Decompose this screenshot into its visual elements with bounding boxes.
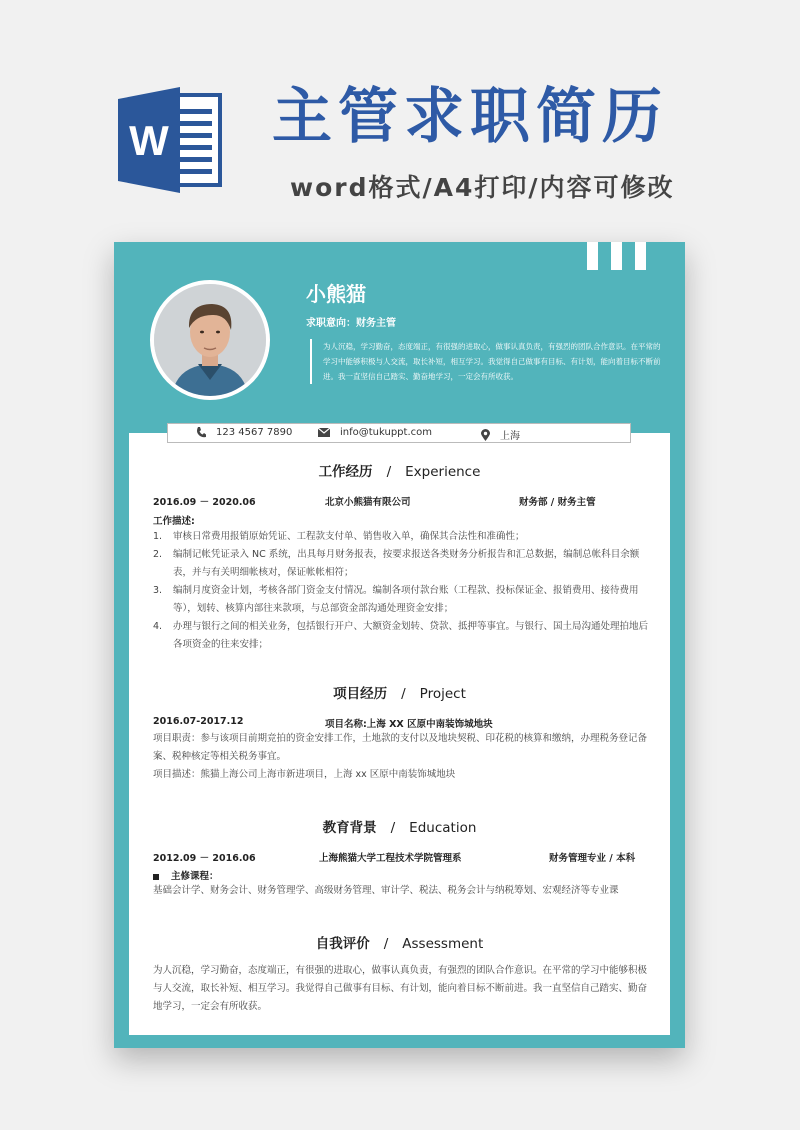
section-title-assessment: 自我评价 / Assessment <box>315 936 484 952</box>
work-desc-label: 工作描述: <box>153 516 195 527</box>
education-period: 2012.09 － 2016.06 <box>153 853 256 864</box>
contact-location <box>481 427 520 442</box>
contact-email <box>318 427 432 438</box>
envelope-icon <box>318 428 330 437</box>
resume-sheet <box>114 242 685 1048</box>
work-period: 2016.09 － 2020.06 <box>153 497 256 508</box>
section-title-experience: 工作经历 / Experience <box>318 464 481 480</box>
square-bullet-icon <box>153 874 159 880</box>
location-pin-icon <box>481 429 490 441</box>
education-major: 财务管理专业 / 本科 <box>549 853 636 864</box>
project-details <box>153 730 653 784</box>
resume-content <box>129 433 670 1035</box>
section-title-project: 项目经历 / Project <box>333 686 466 702</box>
project-period: 2016.07-2017.12 <box>153 716 244 727</box>
work-position: 财务部 / 财务主管 <box>519 497 596 508</box>
work-list <box>153 528 653 654</box>
banner-title: 主管求职简历 <box>272 82 668 152</box>
word-icon-letter: W <box>129 117 169 164</box>
education-school: 上海熊猫大学工程技术学院管理系 <box>319 853 462 864</box>
job-intent: 求职意向：财务主管 <box>306 318 396 329</box>
decor-bar <box>635 242 646 270</box>
project-duty: 项目职责：参与该项目前期竞拍的资金安排工作，土地款的支付以及地块契税、印花税的核算和缴纳，办理税务登记备案、税种核定等相关税务事宜。 <box>153 733 648 762</box>
email-text: info@tukuppt.com <box>340 427 432 438</box>
banner-subtitle: word格式/A4打印/内容可修改 <box>290 173 675 202</box>
candidate-name: 小熊猫 <box>306 282 366 306</box>
contact-phone <box>196 427 292 438</box>
courses-label-row: 主修课程： <box>153 868 219 882</box>
project-desc: 项目描述：熊猫上海公司上海市新进项目，上海 xx 区原中南装饰城地块 <box>153 769 456 780</box>
list-item: 3. 编制月度资金计划，考核各部门资金支付情况。编制各项付款台账（工程款、投标保证金、报销费用、接待费用等），划转、核算内部往来款项，与总部资金部沟通处理资金安排； <box>153 585 639 614</box>
education-courses: 基础会计学、财务会计、财务管理学、高级财务管理、审计学、税法、税务会计与纳税筹划、宏观经济等专业课 <box>153 885 619 896</box>
list-item: 1. 审核日常费用报销原始凭证、工程款支付单、销售收入单，确保其合法性和准确性； <box>153 531 525 542</box>
person-photo-icon <box>154 284 266 396</box>
word-document-icon <box>118 85 228 195</box>
phone-icon <box>196 427 206 438</box>
work-company: 北京小熊猫有限公司 <box>325 497 411 508</box>
decor-bar <box>611 242 622 270</box>
avatar <box>150 280 270 400</box>
location-text: 上海 <box>500 431 520 442</box>
phone-text: 123 4567 7890 <box>216 427 293 438</box>
section-title-education: 教育背景 / Education <box>322 820 477 836</box>
list-item: 4. 办理与银行之间的相关业务，包括银行开户、大额资金划转、贷款、抵押等事宜。与银行、国土局沟通处理拍地后各项资金的往来安排； <box>153 621 649 650</box>
contact-bar <box>167 423 631 443</box>
project-name: 项目名称:上海 XX 区原中南装饰城地块 <box>325 719 493 730</box>
self-assessment-text: 为人沉稳，学习勤奋，态度端正，有很强的进取心，做事认真负责，有强烈的团队合作意识。在平常的学习中能够积极与人交流，取长补短、相互学习。我觉得自己做事有目标、有计划，能向着目标不断前进。我一直坚信自己踏实、勤奋地学习，一定会有所收获。 <box>153 965 648 1012</box>
profile-summary: 为人沉稳，学习勤奋，态度端正，有很强的进取心，做事认真负责，有强烈的团队合作意识。在平常的学习中能够积极与人交流，取长补短，相互学习。我觉得自己做事有目标、有计划，能向着目标不断前进。我一直坚信自己踏实、勤奋地学习，一定会有所收获。 <box>310 339 663 384</box>
list-item: 2. 编制记帐凭证录入 NC 系统，出具每月财务报表，按要求报送各类财务分析报告和汇总数据，编制总帐科目余额表，并与有关明细帐核对，保证帐帐相符； <box>153 549 640 578</box>
decor-bar <box>587 242 598 270</box>
